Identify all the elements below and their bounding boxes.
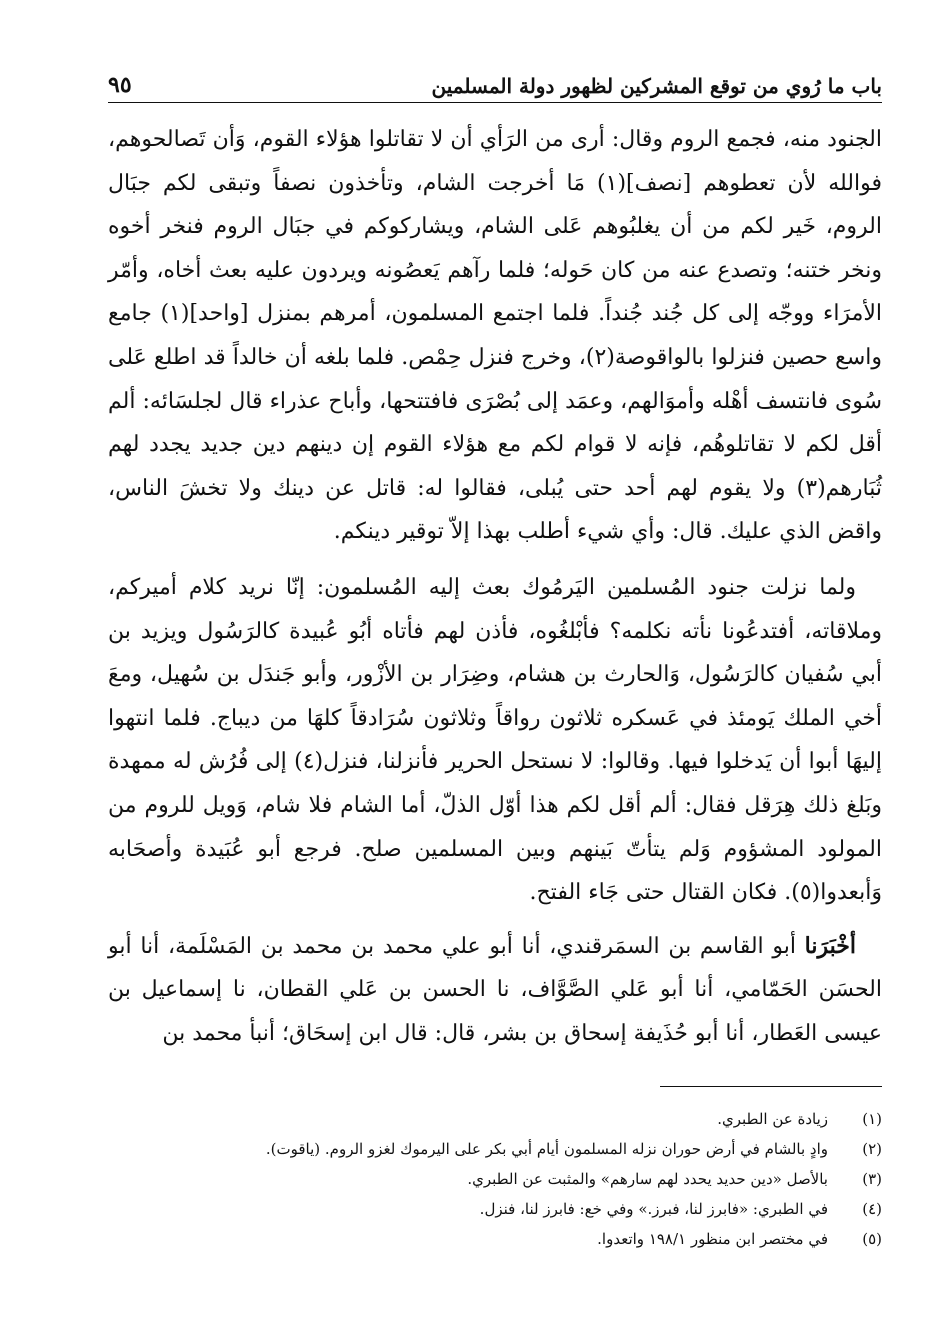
paragraph-3-text: أبو القاسم بن السمَرقندي، أنا أبو علي محمد بن محمد بن المَسْلَمة، أنا أبو الحسَن الحَمّامي، أنا أبو عَلي الصَّوَّاف، نا الحسن بن عَلي القطان، نا إسماعيل بن عيسى العَطار، أنا أبو حُذَيفة إسحاق بن بشر، قال: قال ابن إسحَاق؛ أنبأ محمد بن [108,933,882,1046]
footnote-text: في الطبري: «فابرز لنا، فبرز.» وفي خع: فابرز لنا، فنزل. [479,1200,828,1218]
footnote [108,1194,882,1224]
lead-word: أخْبَرَنا [804,932,856,959]
footnote [108,1134,882,1164]
page-number: ٩٥ [108,72,132,98]
footnotes [108,1104,882,1254]
footnote-text: في مختصر ابن منظور ١٩٨/١ واتعدوا. [597,1230,828,1248]
footnote-number: (٢) [862,1140,882,1158]
footnote-rule [660,1086,882,1087]
running-header [108,58,882,98]
main-text [108,118,882,1055]
paragraph-2: ولما نزلت جنود المُسلمين اليَرمُوك بعث إليه المُسلمون: إنّا نريد كلام أميركم، وملاقاته، أفتدعُونا نأته نكلمه؟ فأبْلغُوه، فأذن لهم فأتاه أبُو عُبيدة كالرَسُول ويزيد بن أبي سُفيان كالرَسُول، وَالحارث بن هشام، وضِرَار بن الأزْور، وأبو جَندَل بن سُهيل، ومعَ أخي الملك يَومئذ في عَسكره ثلاثون رواقاً وثلاثون سُرَادقاً كلهَا من ديباج. فلما انتهوا إليهَا أبوا أن يَدخلوا فيها. وقالوا: لا نستحل الحرير فأنزلنا، فنزل(٤) إلى فُرُش له ممهدة وبَلغ ذلك هِرَقل فقال: ألم أقل لكم هذا أوّل الذلّ، أما الشام فلا شام، وَويل للروم من المولود المشؤوم وَلم يتأتّ بَينهم وبين المسلمين صلح. فرجع أبو عُبَيدة وأصحَابه وَأبعدوا(٥). فكان القتال حتى جَاء الفتح. [108,574,883,906]
header-rule [108,102,882,103]
paragraph-1: الجنود منه، فجمع الروم وقال: أرى من الرَأي أن لا تقاتلوا هؤلاء القوم، وَأن تَصالحوهم، فوالله لأن تعطوهم [نصف](١) مَا أخرجت الشام، وتأخذون نصفاً وتبقى لكم جبَال الروم، خَير لكم من أن يغلبُوهم عَلى الشام، ويشاركوكم في جبَال الروم فنخر أخوه ونخر ختنه؛ وتصدع عنه من كان حَوله؛ فلما رآهم يَعصُونه ويردون عليه بعث أخاه، وأمّر الأمرَاء ووجّه إلى كل جُند جُنداً. فلما اجتمع المسلمون، أمرهم بمنزل [واحد](١) جامع واسع حصين فنزلوا بالواقوصة(٢)، وخرج فنزل حِمْص. فلما بلغه أن خالداً قد اطلع عَلى سُوى فانتسف أهْله وأموَالهم، وعمَد إلى بُصْرَى فافتتحها، وأباح عذراء قال لجلسَائه: ألم أقل لكم لا تقاتلوهُم، فإنه لا قوام لكم مع هؤلاء القوم إن دينهم دين جديد يجدد لهم ثُبَارهم(٣) ولا يقوم لهم أحد حتى يُبلى، فقالوا له: قاتل عن دينك ولا تخشَ الناس، واقض الذي عليك. قال: وأي شيء أطلب بهذا إلاّ توقير دينكم. [108,127,883,545]
footnote-text: بالأصل «دين حديد يحدد لهم سارهم» والمثبت عن الطبري. [467,1170,828,1188]
footnote-number: (٣) [862,1170,882,1188]
paragraph-3 [108,925,882,1056]
footnote [108,1104,882,1134]
footnote-number: (١) [862,1110,882,1128]
footnote-number: (٤) [862,1200,882,1218]
footnote [108,1224,882,1254]
footnote-number: (٥) [862,1230,882,1248]
chapter-title: باب ما رُوي من توقع المشركين لظهور دولة المسلمين [431,74,882,98]
footnote [108,1164,882,1194]
footnote-text: وادٍ بالشام في أرض حوران نزله المسلمون أيام أبي بكر على اليرموك لغزو الروم. (ياقوت). [265,1140,828,1158]
footnote-text: زيادة عن الطبري. [717,1110,828,1128]
